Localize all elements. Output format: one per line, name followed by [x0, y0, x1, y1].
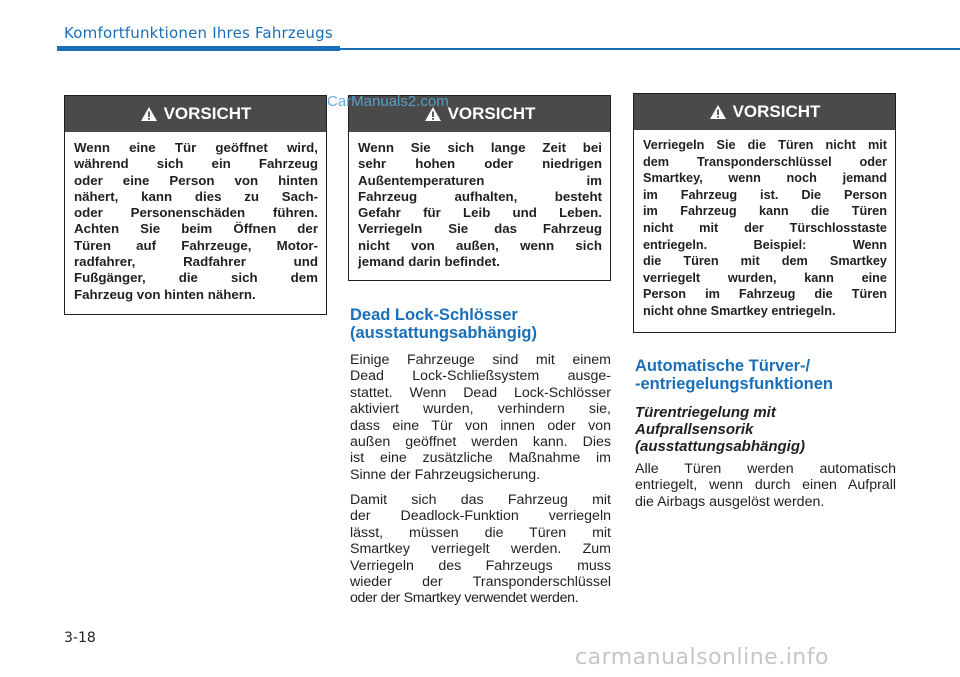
page-number: 3-18: [64, 630, 96, 646]
caution-line: Verriegeln Sie das Fahrzeug: [358, 221, 602, 237]
caution-line: Türen auf Fahrzeuge, Motor-: [74, 237, 318, 253]
caution-line: jemand darin befindet.: [358, 254, 500, 270]
caution-line: im Fahrzeug ist. Die Person: [643, 187, 887, 202]
paragraph-line: lässt, müssen die Türen mit: [350, 524, 611, 541]
caution-line: Fahrzeug aufhalten, besteht: [358, 188, 602, 204]
paragraph-line: Smartkey verriegelt werden. Zum: [350, 541, 611, 558]
subheading-line: Türentriegelung mit: [635, 404, 776, 421]
paragraph-line: wieder der Transponderschlüssel: [350, 574, 611, 591]
caution-line: nicht ohne Smartkey entriegeln.: [643, 303, 836, 318]
caution-box-temperature: [348, 95, 611, 281]
caution-line: Achten Sie beim Öffnen der: [74, 221, 318, 237]
paragraph-line: oder der Smartkey verwendet werden.: [350, 590, 579, 607]
auto-lock-heading: [635, 357, 833, 393]
deadlock-heading-line: (ausstattungsabhängig): [350, 324, 538, 342]
caution-line: Außentemperaturen im: [358, 172, 602, 188]
caution-header: [65, 96, 326, 132]
caution-line: während sich ein Fahrzeug: [74, 156, 318, 172]
warning-triangle-icon: [140, 106, 158, 122]
paragraph-line: der Deadlock-Funktion verriegeln: [350, 508, 611, 525]
paragraph-line: Alle Türen werden automatisch: [635, 461, 896, 477]
caution-line: sehr hohen oder niedrigen: [358, 156, 602, 172]
caution-text: [349, 132, 610, 276]
auto-lock-heading-line: -entriegelungsfunktionen: [635, 375, 833, 393]
paragraph-line: Dead Lock-Schließsystem ausge-: [350, 368, 611, 385]
watermark-top: CarManuals2.com: [327, 93, 449, 110]
caution-line: Gefahr für Leib und Leben.: [358, 205, 602, 221]
caution-line: Wenn Sie sich lange Zeit bei: [358, 140, 602, 155]
deadlock-paragraph-1: [350, 352, 611, 483]
subheading-line: Aufprallsensorik: [635, 421, 754, 438]
caution-line: im Fahrzeug kann die Türen: [643, 204, 887, 219]
paragraph-line: Damit sich das Fahrzeug mit: [350, 492, 611, 508]
paragraph-line: aktiviert wurden, verhindern sie,: [350, 401, 611, 418]
paragraph-line: ist eine zusätzliche Maßnahme im: [350, 450, 611, 467]
caution-line: verriegelt wurden, kann eine: [643, 270, 887, 285]
auto-lock-heading-line: Automatische Türver-/: [635, 357, 811, 375]
caution-line: Verriegeln Sie die Türen nicht mit: [643, 138, 887, 152]
caution-box-smartkey: [633, 93, 896, 333]
watermark-bottom: carmanualsonline.info: [575, 645, 829, 670]
deadlock-heading-line: Dead Lock-Schlösser: [350, 306, 518, 324]
caution-box-door-opening: [64, 95, 327, 315]
deadlock-paragraph-2: [350, 492, 611, 607]
caution-line: die Türen mit dem Smartkey: [643, 254, 887, 269]
caution-line: Smartkey, wenn noch jemand: [643, 171, 887, 186]
subheading-line: (ausstattungsabhängig): [635, 438, 806, 455]
header-rule: [340, 48, 960, 50]
caution-line: oder Personenschäden führen.: [74, 205, 318, 221]
deadlock-heading: [350, 306, 537, 342]
caution-line: Wenn eine Tür geöffnet wird,: [74, 140, 318, 155]
caution-line: nicht mit der Türschlosstaste: [643, 220, 887, 235]
caution-line: oder eine Person von hinten: [74, 172, 318, 188]
paragraph-line: außen geöffnet werden kann. Dies: [350, 434, 611, 451]
caution-line: radfahrer, Radfahrer und: [74, 254, 318, 270]
warning-triangle-icon: [709, 104, 727, 120]
caution-label: VORSICHT: [732, 102, 821, 121]
paragraph-line: Verriegeln des Fahrzeugs muss: [350, 557, 611, 574]
section-title: Komfortfunktionen Ihres Fahrzeugs: [64, 24, 333, 42]
caution-line: dem Transponderschlüssel oder: [643, 154, 887, 169]
caution-line: nicht von außen, wenn sich: [358, 237, 602, 253]
paragraph-line: Sinne der Fahrzeugsicherung.: [350, 466, 541, 483]
paragraph-line: entriegelt, wenn durch einen Aufprall: [635, 477, 896, 494]
impact-unlock-paragraph: [635, 461, 896, 510]
caution-line: Person im Fahrzeug die Türen: [643, 287, 887, 302]
paragraph-line: die Airbags ausgelöst werden.: [635, 493, 825, 510]
impact-unlock-subheading: [635, 404, 805, 455]
caution-text: [634, 130, 895, 326]
paragraph-line: stattet. Wenn Dead Lock-Schlösser: [350, 384, 611, 401]
caution-label: VORSICHT: [447, 104, 536, 123]
paragraph-line: Einige Fahrzeuge sind mit einem: [350, 352, 611, 368]
caution-header: [634, 94, 895, 130]
caution-line: Fußgänger, die sich dem: [74, 270, 318, 286]
caution-text: [65, 132, 326, 309]
caution-line: Fahrzeug von hinten nähern.: [74, 286, 256, 302]
header-rule-accent: [57, 46, 340, 51]
caution-line: entriegeln. Beispiel: Wenn: [643, 237, 887, 252]
caution-label: VORSICHT: [163, 104, 252, 123]
paragraph-line: dass eine Tür von innen oder von: [350, 417, 611, 434]
caution-line: nähert, kann dies zu Sach-: [74, 188, 318, 204]
